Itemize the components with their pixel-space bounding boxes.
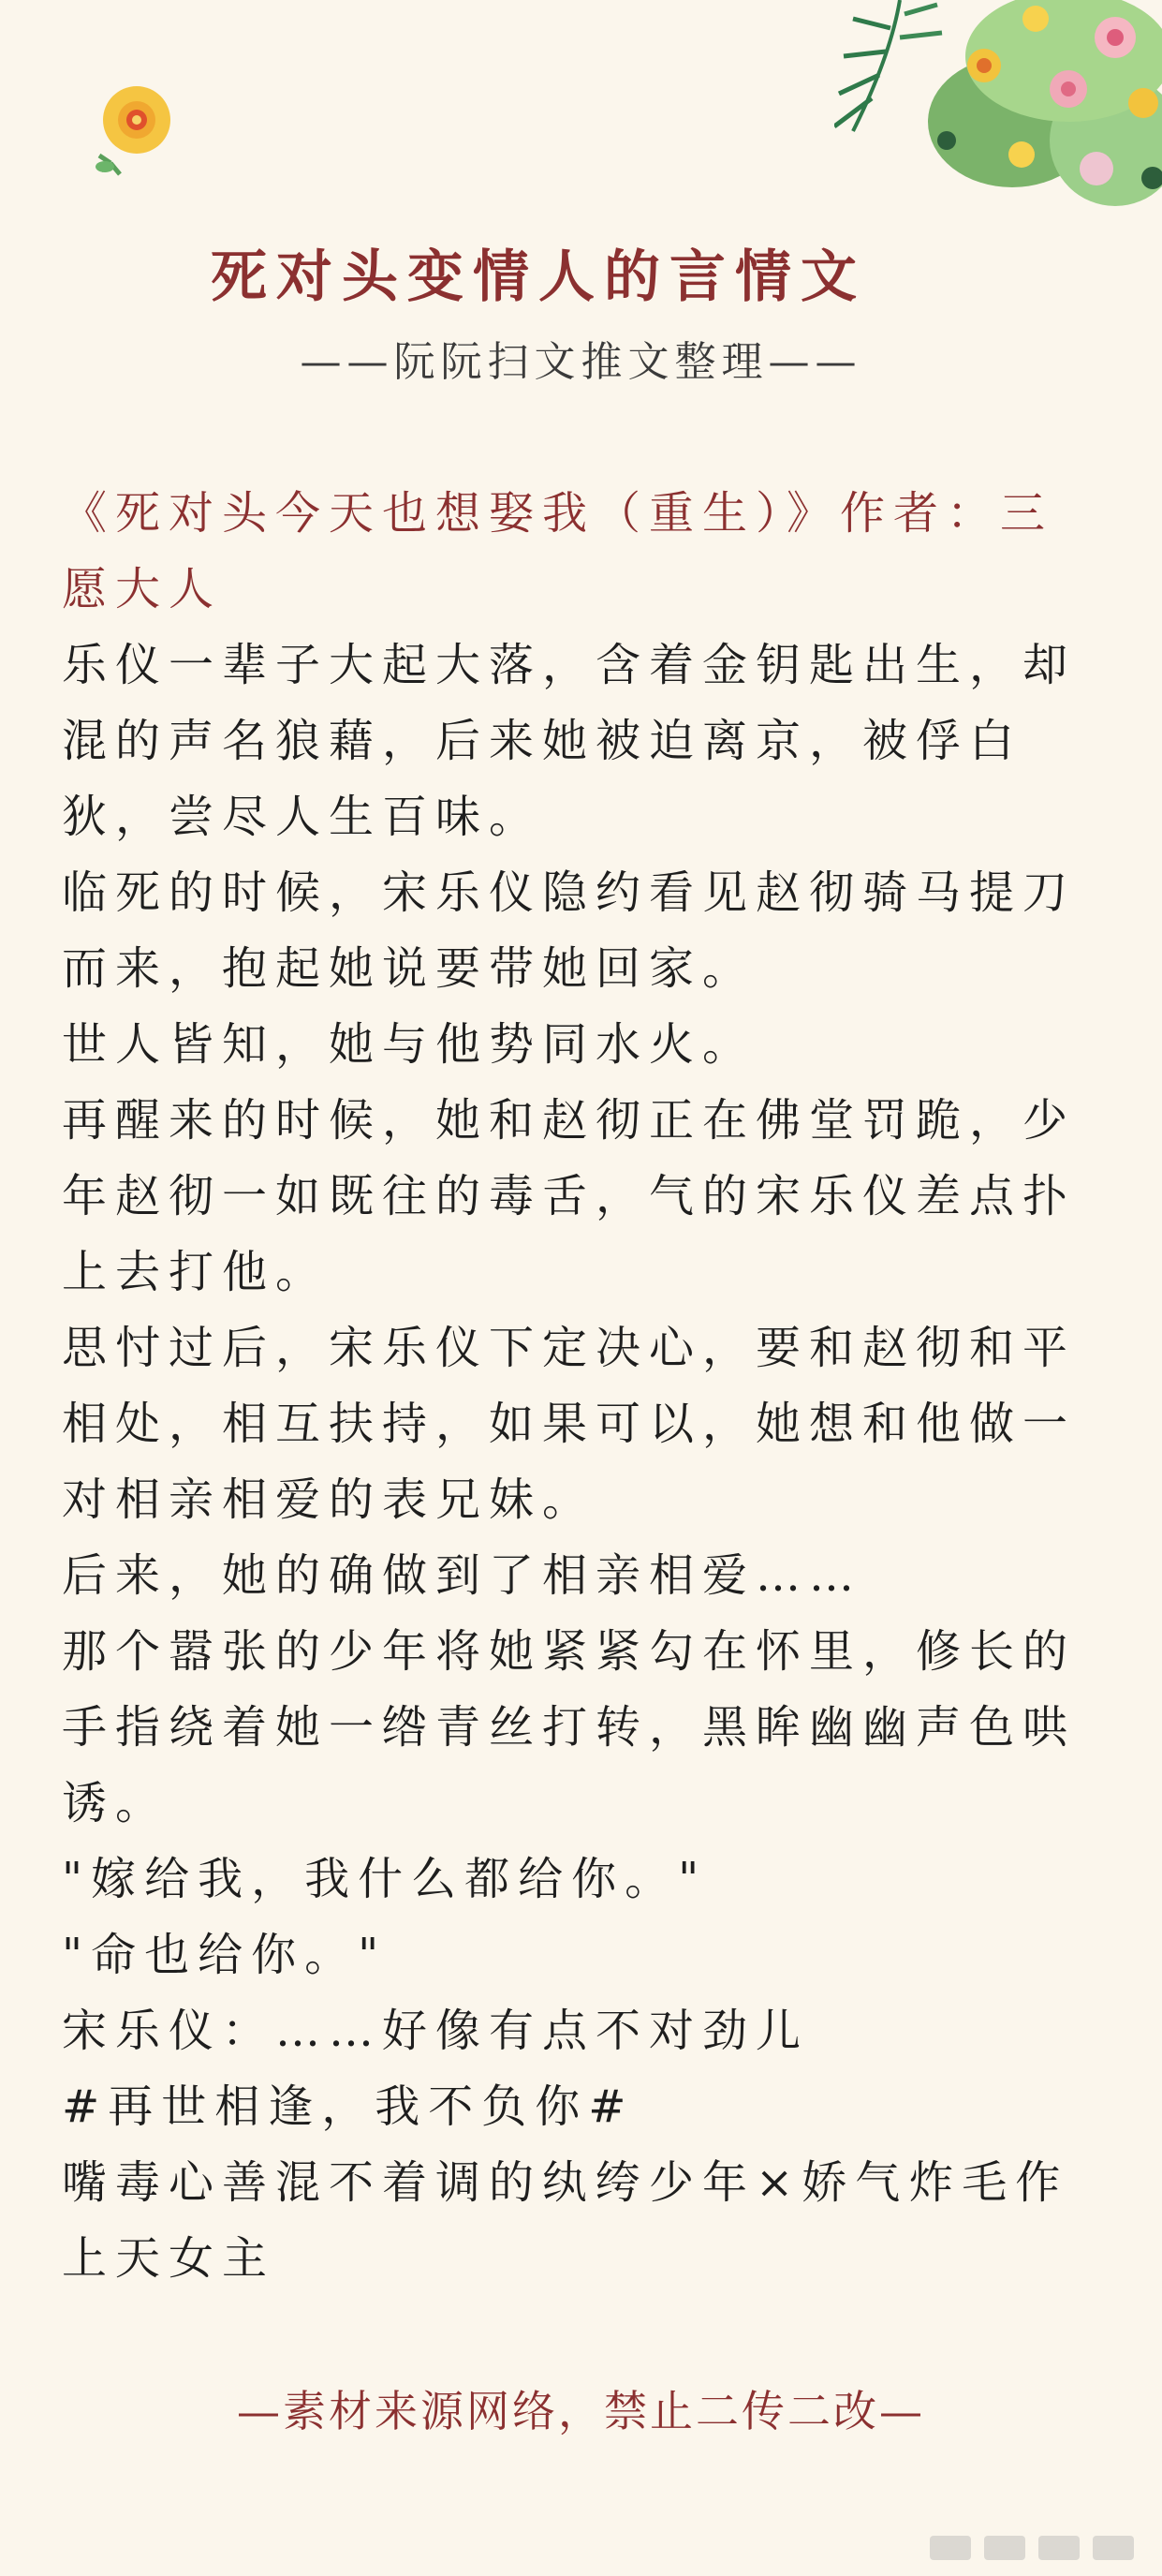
paragraph: "命也给你。" bbox=[62, 1929, 388, 1981]
page-title: 死对头变情人的言情文 bbox=[211, 244, 866, 310]
paragraph: #再世相逢，我不负你# bbox=[62, 2080, 635, 2133]
footer-note: —素材来源网络，禁止二传二改— bbox=[237, 2386, 925, 2436]
page-subtitle: ——阮阮扫文推文整理—— bbox=[300, 338, 862, 386]
article-body bbox=[62, 476, 1103, 2297]
paragraph: "嫁给我，我什么都给你。" bbox=[62, 1853, 708, 1905]
paragraph: 嘴毒心善混不着调的纨绔少年×娇气炸毛作上天女主 bbox=[62, 2156, 1069, 2285]
paragraph: 那个嚣张的少年将她紧紧勾在怀里，修长的手指绕着她一绺青丝打转，黑眸幽幽声色哄诱。 bbox=[62, 1625, 1077, 1829]
paragraph: 临死的时候，宋乐仪隐约看见赵彻骑马提刀而来，抱起她说要带她回家。 bbox=[62, 866, 1077, 995]
flower-decoration-icon bbox=[82, 77, 185, 180]
paragraph: 后来，她的确做到了相亲相爱…… bbox=[62, 1549, 863, 1602]
floral-corner-decoration-icon bbox=[834, 0, 1162, 215]
paragraph: 世人皆知，她与他势同水火。 bbox=[62, 1018, 757, 1071]
watermark bbox=[853, 2529, 1134, 2567]
paragraph: 乐仪一辈子大起大落，含着金钥匙出生，却混的声名狼藉，后来她被迫离京，被俘白狄，尝尽人生百味。 bbox=[62, 639, 1077, 843]
book-heading: 《死对头今天也想娶我（重生）》作者：三愿大人 bbox=[62, 487, 1054, 615]
paragraph: 思忖过后，宋乐仪下定决心，要和赵彻和平相处，相互扶持，如果可以，她想和他做一对相亲相爱的表兄妹。 bbox=[62, 1322, 1077, 1526]
paragraph: 再醒来的时候，她和赵彻正在佛堂罚跪，少年赵彻一如既往的毒舌，气的宋乐仪差点扑上去打他。 bbox=[62, 1094, 1077, 1298]
paragraph: 宋乐仪：……好像有点不对劲儿 bbox=[62, 2005, 810, 2057]
